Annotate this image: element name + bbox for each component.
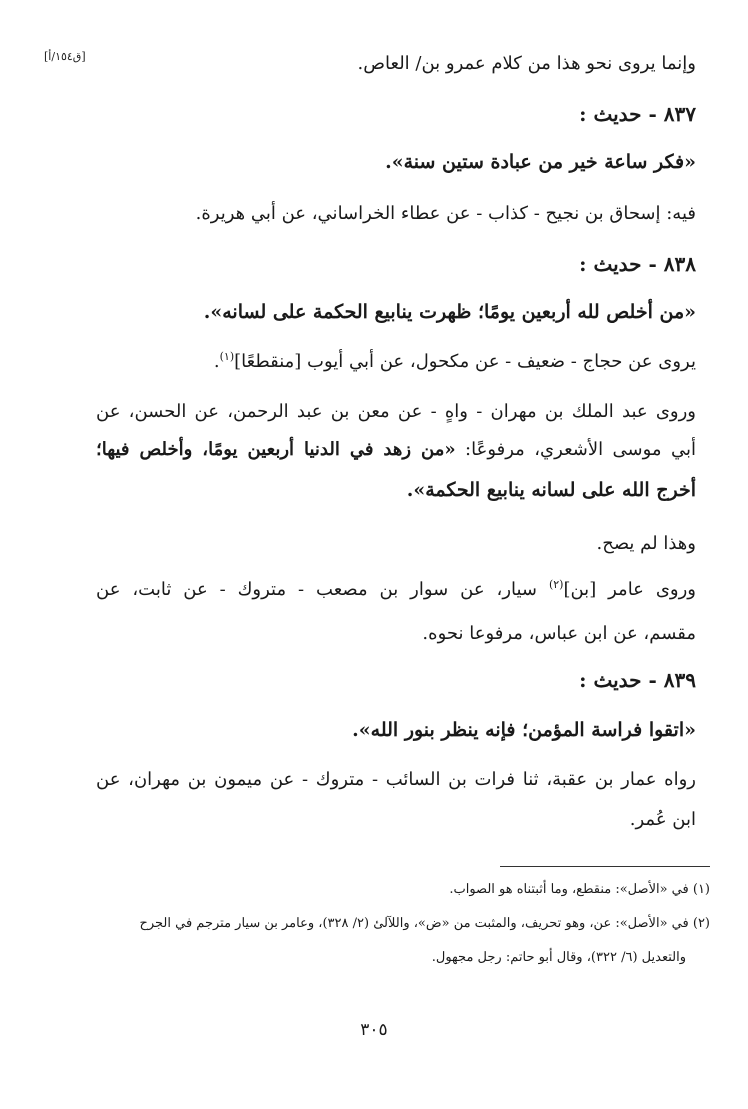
hadith-commentary-839-line1: رواه عمار بن عقبة، ثنا فرات بن السائب - متروك - عن ميمون بن مهران، عن [96, 769, 696, 790]
footnote-2-line1: (٢) في «الأصل»: عن، وهو تحريف، والمثبت من «ض»، واللآلئ (٢/ ٣٢٨)، وعامر بن سيار مترجم في الجرح [139, 916, 710, 931]
text-line: وإنما يروى نحو هذا من كلام عمرو بن/ العاص. [357, 53, 696, 74]
hadith-commentary-838-line7: مقسم، عن ابن عباس، مرفوعا نحوه. [422, 623, 696, 644]
hadith-text-839: «اتقوا فراسة المؤمن؛ فإنه ينظر بنور الله». [352, 719, 696, 741]
footnote-marker-2: (٢) [548, 578, 564, 591]
hadith-commentary-838-line1 [214, 348, 696, 376]
commentary-text: وروى عامر [بن] [563, 579, 696, 600]
hadith-commentary-838-line6 [96, 576, 696, 604]
hadith-heading-838: ٨٣٨ - حديث : [579, 252, 696, 276]
commentary-text: سيار، عن سوار بن مصعب - متروك - عن ثابت، عن [96, 579, 538, 600]
hadith-heading-839: ٨٣٩ - حديث : [579, 668, 696, 692]
hadith-commentary-838-line3 [96, 436, 696, 464]
sentence-end: . [213, 351, 220, 372]
page-number: ٣٠٥ [360, 1020, 388, 1040]
footnote-marker-1: (١) [219, 350, 235, 363]
hadith-heading-837: ٨٣٧ - حديث : [579, 102, 696, 126]
footnote-separator [500, 866, 710, 867]
hadith-commentary-838-line4: أخرج الله على لسانه ينابيع الحكمة». [406, 479, 696, 501]
commentary-text: يروى عن حجاج - ضعيف - عن مكحول، عن أبي أيوب [منقطعًا] [234, 351, 696, 372]
commentary-text: أبي موسى الأشعري، مرفوعًا: [465, 439, 696, 460]
footnote-1: (١) في «الأصل»: منقطع، وما أثبتناه هو الصواب. [449, 882, 710, 897]
hadith-commentary-838-line2: وروى عبد الملك بن مهران - واهٍ - عن معن بن عبد الرحمن، عن الحسن، عن [96, 401, 696, 422]
hadith-commentary-837: فيه: إسحاق بن نجيح - كذاب - عن عطاء الخراساني، عن أبي هريرة. [195, 203, 696, 224]
footnote-2-line2: والتعديل (٦/ ٣٢٢)، وقال أبو حاتم: رجل مجهول. [431, 950, 686, 965]
hadith-commentary-838-line5: وهذا لم يصح. [596, 533, 696, 554]
quoted-hadith-bold: «من زهد في الدنيا أربعين يومًا، وأخلص فيها؛ [96, 439, 456, 460]
hadith-text-838: «من أخلص لله أربعين يومًا؛ ظهرت ينابيع الحكمة على لسانه». [203, 301, 696, 323]
hadith-commentary-839-line2: ابن عُمر. [629, 809, 696, 830]
hadith-text-837: «فكر ساعة خير من عبادة ستين سنة». [385, 151, 696, 173]
manuscript-reference: [ق١٥٤/أ] [44, 50, 86, 63]
